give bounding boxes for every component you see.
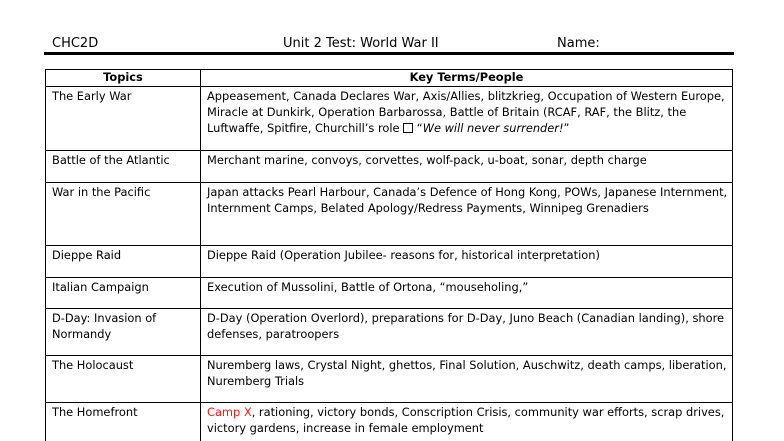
- table-row: [46, 183, 733, 246]
- terms-cell: Merchant marine, convoys, corvettes, wolf-pack, u-boat, sonar, depth charge: [201, 151, 733, 183]
- terms-cell: Japan attacks Pearl Harbour, Canada’s Defence of Hong Kong, POWs, Japanese Internment, Internment Camps, Belated Apology/Redress Payments, Winnipeg Grenadiers: [201, 183, 733, 246]
- test-title: Unit 2 Test: World War II: [283, 36, 439, 51]
- terms-cell: Execution of Mussolini, Battle of Ortona, “mouseholing,”: [201, 278, 733, 309]
- table-row: [46, 356, 733, 403]
- table-header-row: [46, 70, 733, 87]
- topic-cell: Dieppe Raid: [46, 246, 201, 278]
- topic-cell: The Holocaust: [46, 356, 201, 403]
- terms-text: , rationing, victory bonds, Conscription Crisis, community war efforts, scrap drives, victory gardens, increase in female employment: [207, 405, 725, 435]
- terms-text: Appeasement, Canada Declares War, Axis/Allies, blitzkrieg, Occupation of Western Europe, Miracle at Dunkirk, Operation Barbarossa, Battle of Britain (RCAF, RAF, the Blitz, the Luftwaffe, Spitfire, Churchill’s role: [207, 89, 725, 135]
- terms-cell: Nuremberg laws, Crystal Night, ghettos, Final Solution, Auschwitz, death camps, liberation, Nuremberg Trials: [201, 356, 733, 403]
- table-row: [46, 87, 733, 151]
- churchill-quote: We will never surrender!: [422, 121, 564, 135]
- checkbox-icon: [403, 123, 413, 133]
- topic-cell: D-Day: Invasion of Normandy: [46, 309, 201, 356]
- terms-cell: [201, 87, 733, 151]
- topic-cell: The Early War: [46, 87, 201, 151]
- quote-close: ”: [563, 121, 570, 135]
- page-header: [52, 35, 732, 53]
- table-row: [46, 151, 733, 183]
- column-header-key-terms: Key Terms/People: [201, 70, 733, 87]
- topic-cell: Italian Campaign: [46, 278, 201, 309]
- highlighted-term: Camp X: [207, 405, 252, 419]
- table-row: [46, 278, 733, 309]
- topic-cell: The Homefront: [46, 403, 201, 441]
- topics-table: [45, 69, 733, 441]
- table-row: [46, 403, 733, 441]
- terms-cell: D-Day (Operation Overlord), preparations for D-Day, Juno Beach (Canadian landing), shore defenses, paratroopers: [201, 309, 733, 356]
- name-label: Name:: [557, 36, 600, 51]
- header-rule: [44, 52, 734, 55]
- quote-open: “: [413, 121, 423, 135]
- terms-cell: Dieppe Raid (Operation Jubilee- reasons for, historical interpretation): [201, 246, 733, 278]
- topic-cell: Battle of the Atlantic: [46, 151, 201, 183]
- terms-cell: [201, 403, 733, 441]
- column-header-topics: Topics: [46, 70, 201, 87]
- table-row: [46, 309, 733, 356]
- table-row: [46, 246, 733, 278]
- topic-cell: War in the Pacific: [46, 183, 201, 246]
- course-code: CHC2D: [52, 36, 99, 51]
